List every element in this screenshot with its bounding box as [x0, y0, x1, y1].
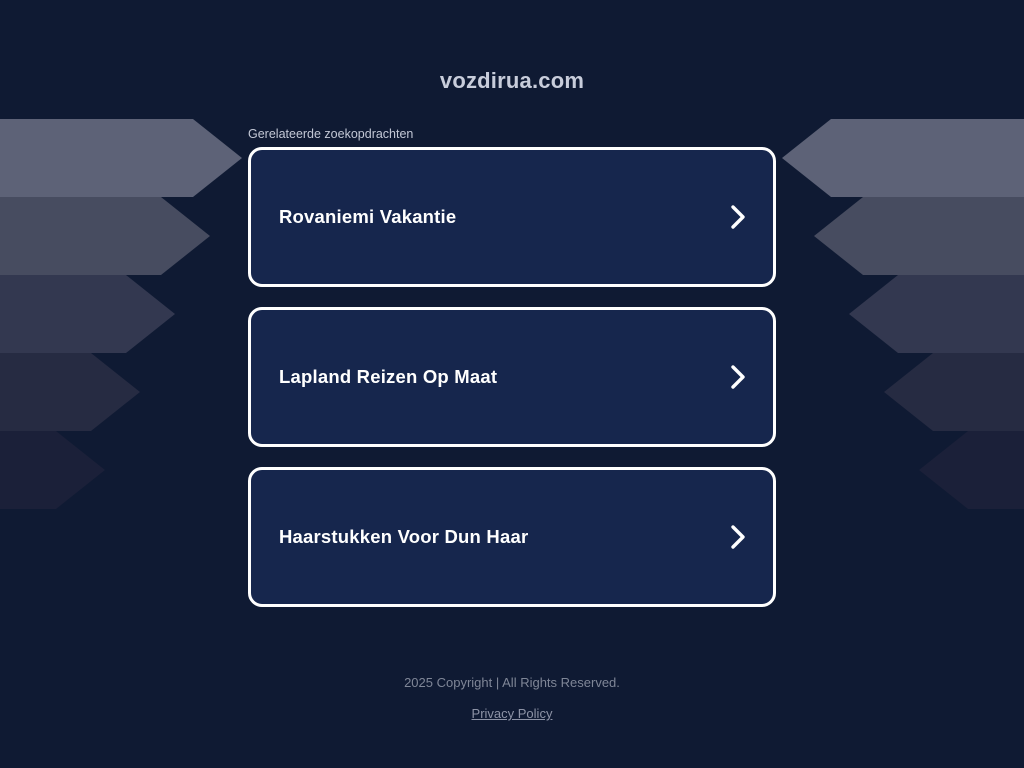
- related-search-card-1[interactable]: [248, 147, 776, 287]
- chevron-right-icon: [729, 204, 747, 230]
- page-title: vozdirua.com: [439, 68, 585, 93]
- related-searches-list: [248, 147, 776, 627]
- related-search-title: Lapland Reizen Op Maat: [279, 366, 498, 387]
- copyright-text: 2025 Copyright | All Rights Reserved.: [404, 675, 620, 690]
- related-search-title: Rovaniemi Vakantie: [279, 206, 457, 227]
- related-search-card-2[interactable]: [248, 307, 776, 447]
- chevron-right-icon: [729, 364, 747, 390]
- footer: [0, 675, 1024, 723]
- privacy-policy-link[interactable]: Privacy Policy: [471, 706, 553, 721]
- related-searches-label: Gerelateerde zoekopdrachten: [248, 127, 414, 141]
- related-search-card-3[interactable]: [248, 467, 776, 607]
- chevron-right-icon: [729, 524, 747, 550]
- related-search-title: Haarstukken Voor Dun Haar: [279, 526, 529, 547]
